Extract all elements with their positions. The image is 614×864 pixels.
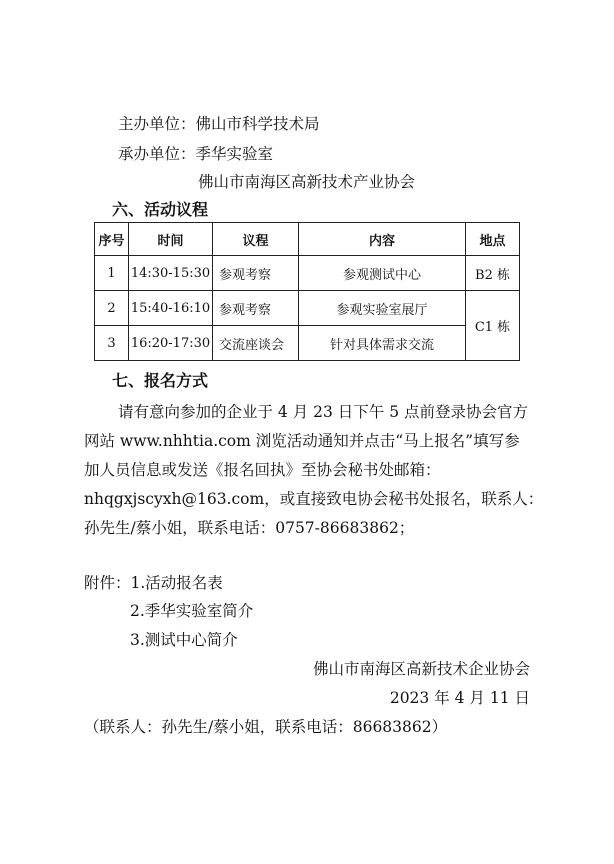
row-place-merged: C1 栋 xyxy=(466,291,520,361)
row-agenda: 参观考察 xyxy=(213,291,299,326)
header-content: 内容 xyxy=(299,223,466,256)
header-time: 时间 xyxy=(129,223,213,256)
table-header-row xyxy=(95,223,520,256)
co-name-1: 季华实验室 xyxy=(195,145,274,163)
paragraph-line: 加人员信息或发送《报名回执》至协会秘书处邮箱： xyxy=(84,461,441,479)
co-label: 承办单位： xyxy=(118,145,196,163)
table-row xyxy=(95,291,520,326)
row-no: 3 xyxy=(95,326,129,361)
host-line xyxy=(118,114,320,134)
host-name: 佛山市科学技术局 xyxy=(195,115,320,133)
table-row xyxy=(95,326,520,361)
row-time: 14:30-15:30 xyxy=(129,256,213,291)
row-content: 参观实验室展厅 xyxy=(299,291,466,326)
contact-note: （联系人：孙先生/蔡小姐，联系电话：86683862） xyxy=(84,718,448,736)
attachment-item: 3.测试中心简介 xyxy=(130,631,238,649)
co-line xyxy=(118,144,273,164)
signature-org: 佛山市南海区高新技术企业协会 xyxy=(312,660,530,678)
paragraph-line: nhqgxjscyxh@163.com，或直接致电协会秘书处报名，联系人： xyxy=(84,490,544,508)
row-place: B2 栋 xyxy=(466,256,520,291)
paragraph-line: 孙先生/蔡小姐，联系电话：0757-86683862； xyxy=(84,519,415,537)
section6-title: 六、活动议程 xyxy=(112,200,209,219)
header-agenda: 议程 xyxy=(213,223,299,256)
row-no: 1 xyxy=(95,256,129,291)
row-content: 针对具体需求交流 xyxy=(299,326,466,361)
signature-date: 2023 年 4 月 11 日 xyxy=(389,689,530,707)
attachments-label: 附件： xyxy=(84,574,131,592)
host-label: 主办单位： xyxy=(118,115,196,133)
attachments-line xyxy=(84,573,223,593)
co-name-2: 佛山市南海区高新技术产业协会 xyxy=(198,173,416,191)
row-content: 参观测试中心 xyxy=(299,256,466,291)
row-agenda: 交流座谈会 xyxy=(213,326,299,361)
attachment-item: 2.季华实验室简介 xyxy=(130,602,254,620)
paragraph-line: 网站 www.nhhtia.com 浏览活动通知并点击“马上报名”填写参 xyxy=(84,432,520,450)
row-time: 15:40-16:10 xyxy=(129,291,213,326)
row-agenda: 参观考察 xyxy=(213,256,299,291)
row-time: 16:20-17:30 xyxy=(129,326,213,361)
agenda-table xyxy=(94,222,520,361)
header-no: 序号 xyxy=(95,223,129,256)
section7-title: 七、报名方式 xyxy=(112,371,209,390)
header-place: 地点 xyxy=(466,223,520,256)
paragraph-line: 请有意向参加的企业于 4 月 23 日下午 5 点前登录协会官方 xyxy=(118,403,529,421)
row-no: 2 xyxy=(95,291,129,326)
table-row xyxy=(95,256,520,291)
attachment-item: 1.活动报名表 xyxy=(130,574,223,592)
